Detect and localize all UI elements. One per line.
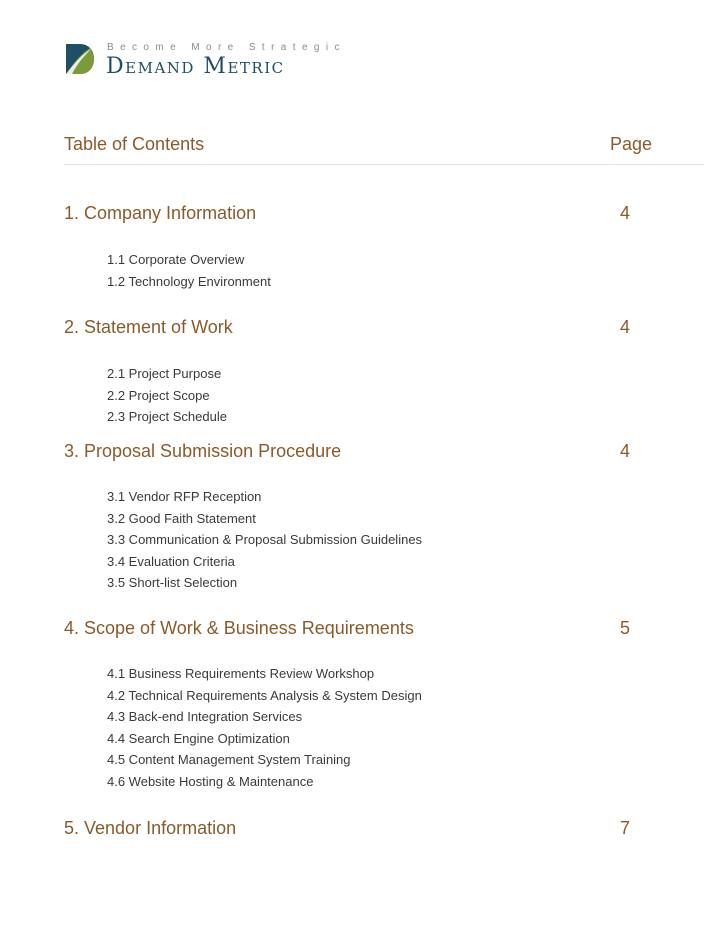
toc-subitem[interactable]: 4.2 Technical Requirements Analysis & System Design (107, 687, 422, 703)
toc-subitem-list (107, 249, 271, 292)
toc-header (64, 134, 704, 164)
toc-section-page: 7 (620, 818, 631, 838)
toc-divider (64, 164, 704, 165)
toc-subitem-list (107, 363, 227, 428)
toc-subitem[interactable]: 4.4 Search Engine Optimization (107, 730, 290, 746)
toc-subitem[interactable]: 3.3 Communication & Proposal Submission Guidelines (107, 532, 423, 547)
toc-subitem[interactable]: 2.2 Project Scope (107, 387, 210, 403)
toc-subitem[interactable]: 2.1 Project Purpose (107, 366, 222, 381)
toc-subitem[interactable]: 1.1 Corporate Overview (107, 252, 245, 267)
toc-section-page: 4 (620, 203, 631, 223)
toc-section-title[interactable]: 5. Vendor Information (64, 818, 237, 838)
logo-tagline: Become More Strategic (107, 42, 346, 53)
toc-subitem-list (107, 486, 422, 594)
toc-subitem[interactable]: 2.3 Project Schedule (107, 409, 227, 424)
toc-subitem[interactable]: 3.4 Evaluation Criteria (107, 553, 235, 569)
toc-subitem[interactable]: 4.6 Website Hosting & Maintenance (107, 773, 314, 789)
toc-subitem-list (107, 663, 422, 792)
demand-metric-logo (64, 40, 354, 80)
logo-brand-name: Demand Metric (106, 54, 285, 79)
toc-section-title[interactable]: 2. Statement of Work (64, 317, 233, 337)
toc-title: Table of Contents (64, 134, 205, 154)
toc-subitem[interactable]: 4.3 Back-end Integration Services (107, 709, 303, 724)
toc-subitem[interactable]: 3.5 Short-list Selection (107, 575, 238, 590)
toc-section-title[interactable]: 4. Scope of Work & Business Requirements (64, 618, 414, 638)
toc-section-page: 5 (620, 618, 631, 638)
toc-section-title[interactable]: 1. Company Information (64, 203, 257, 223)
toc-section-title[interactable]: 3. Proposal Submission Procedure (64, 441, 342, 461)
toc-section-page: 4 (620, 317, 631, 337)
toc-subitem[interactable]: 3.2 Good Faith Statement (107, 510, 256, 526)
toc-subitem[interactable]: 3.1 Vendor RFP Reception (107, 489, 262, 504)
toc-page-label: Page (610, 134, 653, 154)
toc-subitem[interactable]: 1.2 Technology Environment (107, 273, 271, 289)
toc-section-page: 4 (620, 441, 631, 461)
toc-subitem[interactable]: 4.1 Business Requirements Review Workshop (107, 666, 375, 681)
demand-metric-logo-mark-icon (64, 42, 96, 76)
toc-subitem[interactable]: 4.5 Content Management System Training (107, 752, 351, 767)
